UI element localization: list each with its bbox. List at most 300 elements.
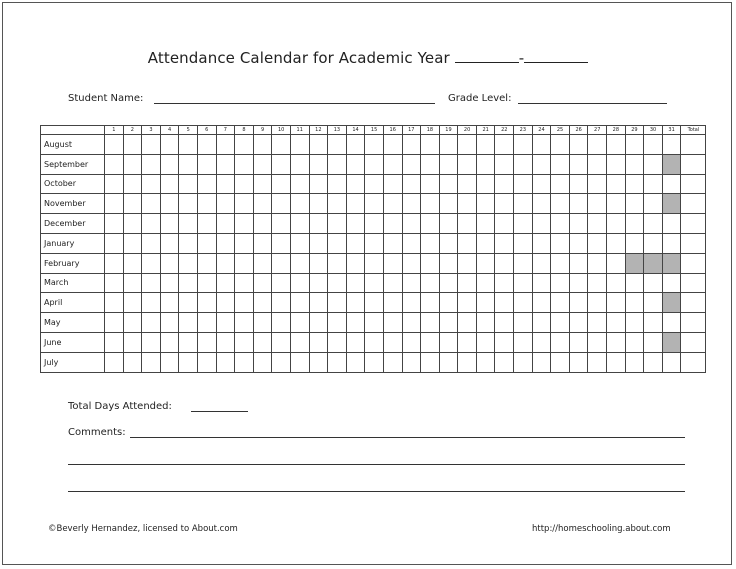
day-cell[interactable] — [197, 135, 216, 155]
day-cell[interactable] — [644, 352, 663, 372]
day-cell[interactable] — [123, 332, 142, 352]
day-cell[interactable] — [625, 332, 644, 352]
day-cell[interactable] — [607, 135, 626, 155]
day-cell[interactable] — [569, 154, 588, 174]
day-cell[interactable] — [123, 154, 142, 174]
day-cell[interactable] — [197, 332, 216, 352]
day-cell[interactable] — [421, 253, 440, 273]
day-cell[interactable] — [551, 293, 570, 313]
day-cell[interactable] — [476, 154, 495, 174]
day-cell[interactable] — [383, 313, 402, 333]
year-end-blank[interactable] — [524, 51, 588, 63]
day-cell[interactable] — [365, 174, 384, 194]
day-cell[interactable] — [439, 194, 458, 214]
day-cell[interactable] — [253, 352, 272, 372]
day-cell[interactable] — [253, 154, 272, 174]
day-cell[interactable] — [105, 293, 124, 313]
day-cell[interactable] — [402, 352, 421, 372]
day-cell[interactable] — [328, 313, 347, 333]
day-cell[interactable] — [458, 135, 477, 155]
day-cell[interactable] — [346, 214, 365, 234]
day-cell[interactable] — [662, 273, 681, 293]
day-cell[interactable] — [105, 135, 124, 155]
day-cell[interactable] — [123, 253, 142, 273]
day-cell[interactable] — [216, 293, 235, 313]
day-cell[interactable] — [476, 194, 495, 214]
day-cell[interactable] — [607, 154, 626, 174]
day-cell[interactable] — [588, 135, 607, 155]
day-cell[interactable] — [421, 332, 440, 352]
day-cell[interactable] — [402, 154, 421, 174]
day-cell[interactable] — [309, 253, 328, 273]
day-cell[interactable] — [328, 154, 347, 174]
day-cell[interactable] — [142, 135, 161, 155]
day-cell[interactable] — [160, 293, 179, 313]
day-cell[interactable] — [644, 135, 663, 155]
day-cell[interactable] — [439, 293, 458, 313]
day-cell[interactable] — [402, 194, 421, 214]
day-cell[interactable] — [290, 194, 309, 214]
day-cell[interactable] — [402, 253, 421, 273]
day-cell[interactable] — [439, 352, 458, 372]
day-cell[interactable] — [235, 332, 254, 352]
day-cell[interactable] — [514, 253, 533, 273]
day-cell[interactable] — [328, 293, 347, 313]
day-cell[interactable] — [253, 194, 272, 214]
day-cell[interactable] — [383, 352, 402, 372]
day-cell[interactable] — [644, 154, 663, 174]
day-cell[interactable] — [365, 194, 384, 214]
day-cell[interactable] — [495, 154, 514, 174]
day-cell[interactable] — [365, 332, 384, 352]
day-cell[interactable] — [402, 273, 421, 293]
day-cell[interactable] — [346, 253, 365, 273]
day-cell[interactable] — [123, 293, 142, 313]
day-cell[interactable] — [569, 273, 588, 293]
day-cell[interactable] — [365, 352, 384, 372]
day-cell[interactable] — [625, 214, 644, 234]
day-cell[interactable] — [235, 214, 254, 234]
day-cell[interactable] — [495, 332, 514, 352]
day-cell[interactable] — [105, 194, 124, 214]
day-cell[interactable] — [532, 273, 551, 293]
day-cell[interactable] — [346, 174, 365, 194]
day-cell[interactable] — [290, 332, 309, 352]
day-cell[interactable] — [607, 293, 626, 313]
day-cell[interactable] — [588, 332, 607, 352]
day-cell[interactable] — [532, 135, 551, 155]
day-cell[interactable] — [142, 332, 161, 352]
day-cell[interactable] — [532, 293, 551, 313]
day-cell[interactable] — [607, 352, 626, 372]
day-cell[interactable] — [476, 233, 495, 253]
day-cell[interactable] — [346, 313, 365, 333]
day-cell[interactable] — [197, 174, 216, 194]
day-cell[interactable] — [402, 135, 421, 155]
month-total-cell[interactable] — [681, 273, 706, 293]
day-cell[interactable] — [179, 273, 198, 293]
day-cell[interactable] — [495, 273, 514, 293]
day-cell[interactable] — [421, 154, 440, 174]
day-cell[interactable] — [328, 273, 347, 293]
day-cell[interactable] — [402, 293, 421, 313]
day-cell[interactable] — [290, 313, 309, 333]
day-cell[interactable] — [253, 253, 272, 273]
day-cell[interactable] — [105, 233, 124, 253]
day-cell[interactable] — [588, 313, 607, 333]
day-cell[interactable] — [309, 174, 328, 194]
day-cell[interactable] — [607, 233, 626, 253]
day-cell[interactable] — [439, 253, 458, 273]
day-cell[interactable] — [309, 154, 328, 174]
day-cell[interactable] — [625, 154, 644, 174]
day-cell[interactable] — [216, 273, 235, 293]
day-cell[interactable] — [179, 194, 198, 214]
day-cell[interactable] — [588, 214, 607, 234]
day-cell[interactable] — [309, 293, 328, 313]
day-cell[interactable] — [253, 233, 272, 253]
day-cell[interactable] — [142, 293, 161, 313]
day-cell[interactable] — [235, 313, 254, 333]
day-cell[interactable] — [607, 273, 626, 293]
day-cell[interactable] — [309, 135, 328, 155]
day-cell[interactable] — [662, 233, 681, 253]
day-cell[interactable] — [105, 214, 124, 234]
day-cell[interactable] — [272, 154, 291, 174]
day-cell[interactable] — [402, 313, 421, 333]
day-cell[interactable] — [569, 214, 588, 234]
day-cell[interactable] — [588, 233, 607, 253]
day-cell[interactable] — [272, 233, 291, 253]
month-total-cell[interactable] — [681, 253, 706, 273]
day-cell[interactable] — [216, 154, 235, 174]
day-cell[interactable] — [253, 214, 272, 234]
day-cell[interactable] — [216, 332, 235, 352]
day-cell[interactable] — [179, 313, 198, 333]
day-cell[interactable] — [309, 194, 328, 214]
day-cell[interactable] — [439, 273, 458, 293]
day-cell[interactable] — [272, 293, 291, 313]
day-cell[interactable] — [458, 194, 477, 214]
day-cell[interactable] — [607, 174, 626, 194]
day-cell[interactable] — [197, 352, 216, 372]
day-cell[interactable] — [439, 313, 458, 333]
day-cell[interactable] — [495, 214, 514, 234]
day-cell[interactable] — [253, 273, 272, 293]
day-cell[interactable] — [514, 154, 533, 174]
day-cell[interactable] — [458, 174, 477, 194]
day-cell[interactable] — [290, 293, 309, 313]
day-cell[interactable] — [216, 352, 235, 372]
footer-url[interactable]: http://homeschooling.about.com — [532, 524, 671, 534]
day-cell[interactable] — [197, 273, 216, 293]
day-cell[interactable] — [142, 233, 161, 253]
day-cell[interactable] — [662, 313, 681, 333]
day-cell[interactable] — [235, 194, 254, 214]
day-cell[interactable] — [235, 253, 254, 273]
day-cell[interactable] — [328, 135, 347, 155]
day-cell[interactable] — [402, 233, 421, 253]
day-cell[interactable] — [290, 174, 309, 194]
day-cell[interactable] — [625, 352, 644, 372]
day-cell[interactable] — [569, 313, 588, 333]
day-cell[interactable] — [160, 154, 179, 174]
day-cell[interactable] — [142, 174, 161, 194]
day-cell[interactable] — [421, 352, 440, 372]
day-cell[interactable] — [290, 135, 309, 155]
day-cell[interactable] — [383, 214, 402, 234]
day-cell[interactable] — [216, 135, 235, 155]
day-cell[interactable] — [569, 174, 588, 194]
day-cell[interactable] — [607, 214, 626, 234]
day-cell[interactable] — [569, 332, 588, 352]
day-cell[interactable] — [142, 154, 161, 174]
day-cell[interactable] — [644, 214, 663, 234]
day-cell[interactable] — [644, 233, 663, 253]
day-cell[interactable] — [142, 214, 161, 234]
day-cell[interactable] — [309, 273, 328, 293]
day-cell[interactable] — [365, 293, 384, 313]
day-cell[interactable] — [662, 174, 681, 194]
month-total-cell[interactable] — [681, 174, 706, 194]
day-cell[interactable] — [235, 154, 254, 174]
day-cell[interactable] — [551, 174, 570, 194]
day-cell[interactable] — [569, 352, 588, 372]
day-cell[interactable] — [551, 332, 570, 352]
day-cell[interactable] — [625, 135, 644, 155]
day-cell[interactable] — [495, 293, 514, 313]
month-total-cell[interactable] — [681, 194, 706, 214]
day-cell[interactable] — [216, 253, 235, 273]
day-cell[interactable] — [514, 352, 533, 372]
day-cell[interactable] — [644, 273, 663, 293]
day-cell[interactable] — [588, 154, 607, 174]
day-cell[interactable] — [421, 194, 440, 214]
day-cell[interactable] — [569, 253, 588, 273]
day-cell[interactable] — [421, 293, 440, 313]
day-cell[interactable] — [365, 233, 384, 253]
day-cell[interactable] — [476, 352, 495, 372]
day-cell[interactable] — [197, 194, 216, 214]
day-cell[interactable] — [625, 194, 644, 214]
day-cell[interactable] — [588, 253, 607, 273]
day-cell[interactable] — [607, 194, 626, 214]
day-cell[interactable] — [495, 253, 514, 273]
month-total-cell[interactable] — [681, 313, 706, 333]
day-cell[interactable] — [346, 154, 365, 174]
day-cell[interactable] — [272, 214, 291, 234]
day-cell[interactable] — [328, 174, 347, 194]
month-total-cell[interactable] — [681, 154, 706, 174]
day-cell[interactable] — [551, 253, 570, 273]
day-cell[interactable] — [476, 332, 495, 352]
month-total-cell[interactable] — [681, 293, 706, 313]
day-cell[interactable] — [495, 352, 514, 372]
day-cell[interactable] — [421, 214, 440, 234]
day-cell[interactable] — [216, 233, 235, 253]
day-cell[interactable] — [160, 332, 179, 352]
day-cell[interactable] — [569, 293, 588, 313]
day-cell[interactable] — [253, 174, 272, 194]
day-cell[interactable] — [662, 135, 681, 155]
day-cell[interactable] — [551, 233, 570, 253]
day-cell[interactable] — [105, 332, 124, 352]
day-cell[interactable] — [644, 313, 663, 333]
day-cell[interactable] — [272, 135, 291, 155]
day-cell[interactable] — [458, 233, 477, 253]
day-cell[interactable] — [476, 313, 495, 333]
day-cell[interactable] — [197, 214, 216, 234]
day-cell[interactable] — [105, 253, 124, 273]
day-cell[interactable] — [383, 332, 402, 352]
day-cell[interactable] — [662, 352, 681, 372]
day-cell[interactable] — [458, 273, 477, 293]
day-cell[interactable] — [346, 135, 365, 155]
day-cell[interactable] — [179, 293, 198, 313]
day-cell[interactable] — [272, 194, 291, 214]
day-cell[interactable] — [514, 332, 533, 352]
day-cell[interactable] — [532, 332, 551, 352]
day-cell[interactable] — [235, 233, 254, 253]
day-cell[interactable] — [123, 135, 142, 155]
day-cell[interactable] — [142, 352, 161, 372]
day-cell[interactable] — [290, 233, 309, 253]
day-cell[interactable] — [235, 174, 254, 194]
day-cell[interactable] — [421, 313, 440, 333]
day-cell[interactable] — [569, 135, 588, 155]
day-cell[interactable] — [476, 174, 495, 194]
day-cell[interactable] — [253, 313, 272, 333]
day-cell[interactable] — [123, 214, 142, 234]
day-cell[interactable] — [458, 293, 477, 313]
day-cell[interactable] — [476, 214, 495, 234]
day-cell[interactable] — [272, 332, 291, 352]
day-cell[interactable] — [551, 135, 570, 155]
day-cell[interactable] — [235, 352, 254, 372]
day-cell[interactable] — [123, 273, 142, 293]
day-cell[interactable] — [346, 293, 365, 313]
day-cell[interactable] — [588, 174, 607, 194]
day-cell[interactable] — [439, 332, 458, 352]
comments-line-1[interactable] — [130, 437, 685, 438]
day-cell[interactable] — [514, 194, 533, 214]
month-total-cell[interactable] — [681, 214, 706, 234]
day-cell[interactable] — [123, 352, 142, 372]
day-cell[interactable] — [532, 253, 551, 273]
day-cell[interactable] — [514, 313, 533, 333]
day-cell[interactable] — [365, 273, 384, 293]
day-cell[interactable] — [160, 194, 179, 214]
day-cell[interactable] — [365, 154, 384, 174]
day-cell[interactable] — [123, 194, 142, 214]
day-cell[interactable] — [551, 194, 570, 214]
day-cell[interactable] — [179, 253, 198, 273]
day-cell[interactable] — [309, 313, 328, 333]
day-cell[interactable] — [476, 293, 495, 313]
total-days-line[interactable] — [191, 411, 248, 412]
day-cell[interactable] — [328, 194, 347, 214]
day-cell[interactable] — [272, 313, 291, 333]
day-cell[interactable] — [309, 332, 328, 352]
day-cell[interactable] — [216, 214, 235, 234]
day-cell[interactable] — [328, 352, 347, 372]
day-cell[interactable] — [365, 253, 384, 273]
day-cell[interactable] — [532, 214, 551, 234]
day-cell[interactable] — [495, 194, 514, 214]
day-cell[interactable] — [625, 313, 644, 333]
day-cell[interactable] — [383, 174, 402, 194]
day-cell[interactable] — [569, 194, 588, 214]
day-cell[interactable] — [514, 135, 533, 155]
month-total-cell[interactable] — [681, 135, 706, 155]
day-cell[interactable] — [235, 273, 254, 293]
day-cell[interactable] — [365, 214, 384, 234]
day-cell[interactable] — [607, 253, 626, 273]
day-cell[interactable] — [551, 313, 570, 333]
day-cell[interactable] — [514, 273, 533, 293]
day-cell[interactable] — [551, 273, 570, 293]
day-cell[interactable] — [160, 253, 179, 273]
day-cell[interactable] — [309, 214, 328, 234]
day-cell[interactable] — [142, 273, 161, 293]
student-name-line[interactable] — [154, 103, 435, 104]
day-cell[interactable] — [495, 174, 514, 194]
day-cell[interactable] — [179, 352, 198, 372]
day-cell[interactable] — [235, 135, 254, 155]
day-cell[interactable] — [235, 293, 254, 313]
day-cell[interactable] — [625, 273, 644, 293]
day-cell[interactable] — [105, 174, 124, 194]
day-cell[interactable] — [607, 313, 626, 333]
day-cell[interactable] — [253, 135, 272, 155]
day-cell[interactable] — [383, 253, 402, 273]
day-cell[interactable] — [105, 273, 124, 293]
day-cell[interactable] — [272, 352, 291, 372]
day-cell[interactable] — [625, 233, 644, 253]
day-cell[interactable] — [644, 293, 663, 313]
day-cell[interactable] — [346, 332, 365, 352]
day-cell[interactable] — [142, 313, 161, 333]
day-cell[interactable] — [607, 332, 626, 352]
day-cell[interactable] — [197, 293, 216, 313]
comments-line-2[interactable] — [68, 464, 685, 465]
day-cell[interactable] — [476, 135, 495, 155]
day-cell[interactable] — [402, 332, 421, 352]
day-cell[interactable] — [402, 174, 421, 194]
day-cell[interactable] — [458, 332, 477, 352]
day-cell[interactable] — [105, 313, 124, 333]
day-cell[interactable] — [365, 313, 384, 333]
day-cell[interactable] — [495, 233, 514, 253]
day-cell[interactable] — [458, 253, 477, 273]
day-cell[interactable] — [439, 233, 458, 253]
day-cell[interactable] — [160, 174, 179, 194]
day-cell[interactable] — [123, 233, 142, 253]
day-cell[interactable] — [402, 214, 421, 234]
day-cell[interactable] — [160, 313, 179, 333]
day-cell[interactable] — [290, 154, 309, 174]
day-cell[interactable] — [197, 233, 216, 253]
day-cell[interactable] — [105, 154, 124, 174]
day-cell[interactable] — [197, 313, 216, 333]
day-cell[interactable] — [328, 253, 347, 273]
day-cell[interactable] — [421, 135, 440, 155]
day-cell[interactable] — [383, 135, 402, 155]
day-cell[interactable] — [588, 273, 607, 293]
day-cell[interactable] — [179, 174, 198, 194]
day-cell[interactable] — [290, 253, 309, 273]
day-cell[interactable] — [216, 174, 235, 194]
